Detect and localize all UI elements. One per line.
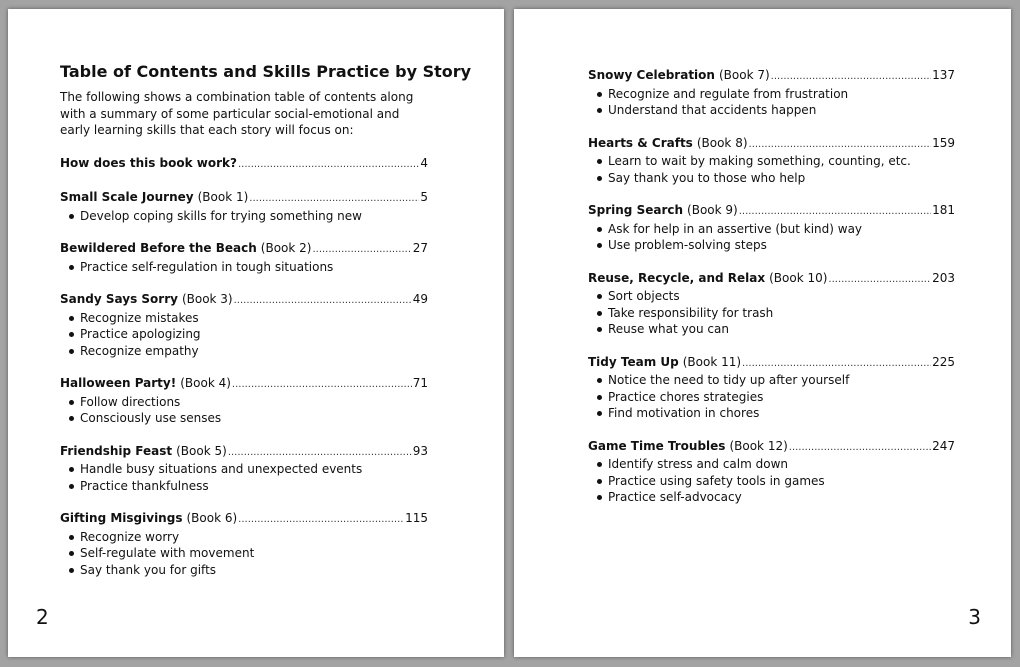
page-ref: 159 [932, 135, 955, 150]
skill-item: Notice the need to tidy up after yourself [596, 372, 955, 389]
dot-leader [238, 510, 404, 529]
toc-entry-line[interactable] [60, 443, 428, 462]
skills-list [588, 372, 955, 422]
toc-entry-line[interactable] [60, 510, 428, 529]
story-title: Gifting Misgivings [60, 511, 183, 525]
toc-entry [60, 443, 428, 495]
right-page-content [514, 9, 1011, 522]
skills-list [588, 456, 955, 506]
toc-entry-line[interactable] [60, 375, 428, 394]
story-title: Game Time Troubles [588, 438, 726, 453]
skill-item: Identify stress and calm down [596, 456, 955, 473]
toc-entry [60, 155, 428, 174]
dot-leader [238, 155, 419, 174]
book-number: (Book 11) [682, 354, 742, 369]
toc-entry-line[interactable] [588, 438, 955, 457]
skill-item: Learn to wait by making something, counting, etc. [596, 153, 955, 170]
skills-list [60, 310, 428, 360]
toc-entries-left [60, 155, 428, 579]
dot-leader [739, 202, 931, 221]
book-number: (Book 8) [696, 135, 748, 150]
skill-item: Develop coping skills for trying something new [68, 208, 428, 225]
left-page [8, 9, 504, 657]
dot-leader [742, 354, 931, 373]
skill-item: Practice self-advocacy [596, 489, 955, 506]
toc-entry-line[interactable] [588, 270, 955, 289]
page-ref: 181 [932, 203, 955, 217]
toc-entry [588, 438, 955, 506]
skill-item: Practice chores strategies [596, 389, 955, 406]
skills-list [588, 86, 955, 119]
left-page-content [8, 9, 504, 594]
page-ref: 137 [932, 68, 955, 82]
dot-leader [749, 135, 932, 154]
toc-entry [60, 291, 428, 359]
skills-list [588, 221, 955, 254]
toc-entry-line[interactable] [588, 354, 955, 373]
toc-entry [588, 67, 955, 119]
skills-list [60, 208, 428, 225]
skills-list [60, 529, 428, 579]
book-number: (Book 6) [186, 511, 238, 525]
skill-item: Handle busy situations and unexpected events [68, 461, 428, 478]
skills-list [60, 259, 428, 276]
story-title: Reuse, Recycle, and Relax [588, 270, 766, 285]
dot-leader [228, 443, 412, 462]
page-ref: 4 [420, 155, 428, 170]
skill-item: Practice using safety tools in games [596, 473, 955, 490]
dot-leader [249, 189, 419, 208]
toc-entry [60, 189, 428, 224]
dot-leader [232, 375, 412, 394]
skill-item: Recognize and regulate from frustration [596, 86, 955, 103]
toc-entry [60, 510, 428, 578]
skill-item: Practice thankfulness [68, 478, 428, 495]
skills-list [60, 461, 428, 494]
skill-item: Say thank you for gifts [68, 562, 428, 579]
page-ref: 93 [412, 443, 428, 458]
toc-entry-line[interactable] [60, 291, 428, 310]
skill-item: Consciously use senses [68, 410, 428, 427]
story-title: Hearts & Crafts [588, 135, 693, 150]
book-number: (Book 10) [769, 270, 828, 285]
toc-entry [60, 375, 428, 427]
page-ref: 5 [420, 190, 428, 204]
skill-item: Recognize empathy [68, 343, 428, 360]
dot-leader [789, 438, 931, 457]
skill-item: Use problem-solving steps [596, 237, 955, 254]
dot-leader [234, 291, 412, 310]
page-ref: 71 [412, 376, 428, 390]
story-title: Tidy Team Up [588, 354, 679, 369]
toc-entry [588, 270, 955, 338]
page-title: Table of Contents and Skills Practice by Story [60, 62, 472, 81]
book-number: (Book 5) [176, 443, 227, 458]
skills-list [588, 288, 955, 338]
skills-list [588, 153, 955, 186]
skill-item: Reuse what you can [596, 321, 955, 338]
toc-entry-line[interactable] [60, 240, 428, 259]
toc-entry [588, 135, 955, 187]
story-title: Spring Search [588, 203, 684, 217]
story-title: Sandy Says Sorry [60, 292, 178, 306]
page-ref: 27 [412, 241, 428, 255]
dot-leader [771, 67, 931, 86]
skills-list [60, 394, 428, 427]
story-title: Bewildered Before the Beach [60, 241, 257, 255]
skill-item: Practice self-regulation in tough situations [68, 259, 428, 276]
book-number: (Book 3) [181, 292, 233, 306]
dot-leader [312, 240, 411, 259]
story-title: Friendship Feast [60, 443, 173, 458]
right-page [514, 9, 1011, 657]
page-number: 3 [968, 605, 981, 629]
skill-item: Recognize worry [68, 529, 428, 546]
toc-entry-line[interactable] [60, 155, 428, 174]
skill-item: Follow directions [68, 394, 428, 411]
skill-item: Say thank you to those who help [596, 170, 955, 187]
skill-item: Find motivation in chores [596, 405, 955, 422]
page-number: 2 [36, 605, 49, 629]
toc-entry-line[interactable] [588, 67, 955, 86]
toc-entry [60, 240, 428, 275]
book-number: (Book 9) [687, 203, 738, 217]
toc-entry-line[interactable] [60, 189, 428, 208]
page-ref: 203 [932, 270, 955, 285]
book-number: (Book 1) [197, 190, 249, 204]
toc-entry [588, 354, 955, 422]
page-ref: 49 [412, 292, 428, 306]
dot-leader [828, 270, 931, 289]
story-title: Halloween Party! [60, 376, 177, 390]
story-title: Snowy Celebration [588, 68, 715, 82]
toc-entry-line[interactable] [588, 202, 955, 221]
book-number: (Book 12) [729, 438, 788, 453]
page-ref: 247 [932, 438, 955, 453]
intro-paragraph: The following shows a combination table of contents along with a summary of some particular social-emotional and early learning skills that each story will focus on: [60, 90, 414, 137]
toc-entries-right [588, 67, 955, 506]
book-number: (Book 4) [180, 376, 231, 390]
skill-item: Ask for help in an assertive (but kind) way [596, 221, 955, 238]
toc-entry [588, 202, 955, 254]
skill-item: Practice apologizing [68, 326, 428, 343]
book-number: (Book 2) [260, 241, 312, 255]
skill-item: Take responsibility for trash [596, 305, 955, 322]
page-ref: 115 [405, 511, 428, 525]
skill-item: Understand that accidents happen [596, 102, 955, 119]
story-title: Small Scale Journey [60, 190, 194, 204]
toc-entry-line[interactable] [588, 135, 955, 154]
skill-item: Recognize mistakes [68, 310, 428, 327]
story-title: How does this book work? [60, 155, 237, 170]
skill-item: Sort objects [596, 288, 955, 305]
skill-item: Self-regulate with movement [68, 545, 428, 562]
book-number: (Book 7) [718, 68, 770, 82]
page-ref: 225 [932, 354, 955, 369]
